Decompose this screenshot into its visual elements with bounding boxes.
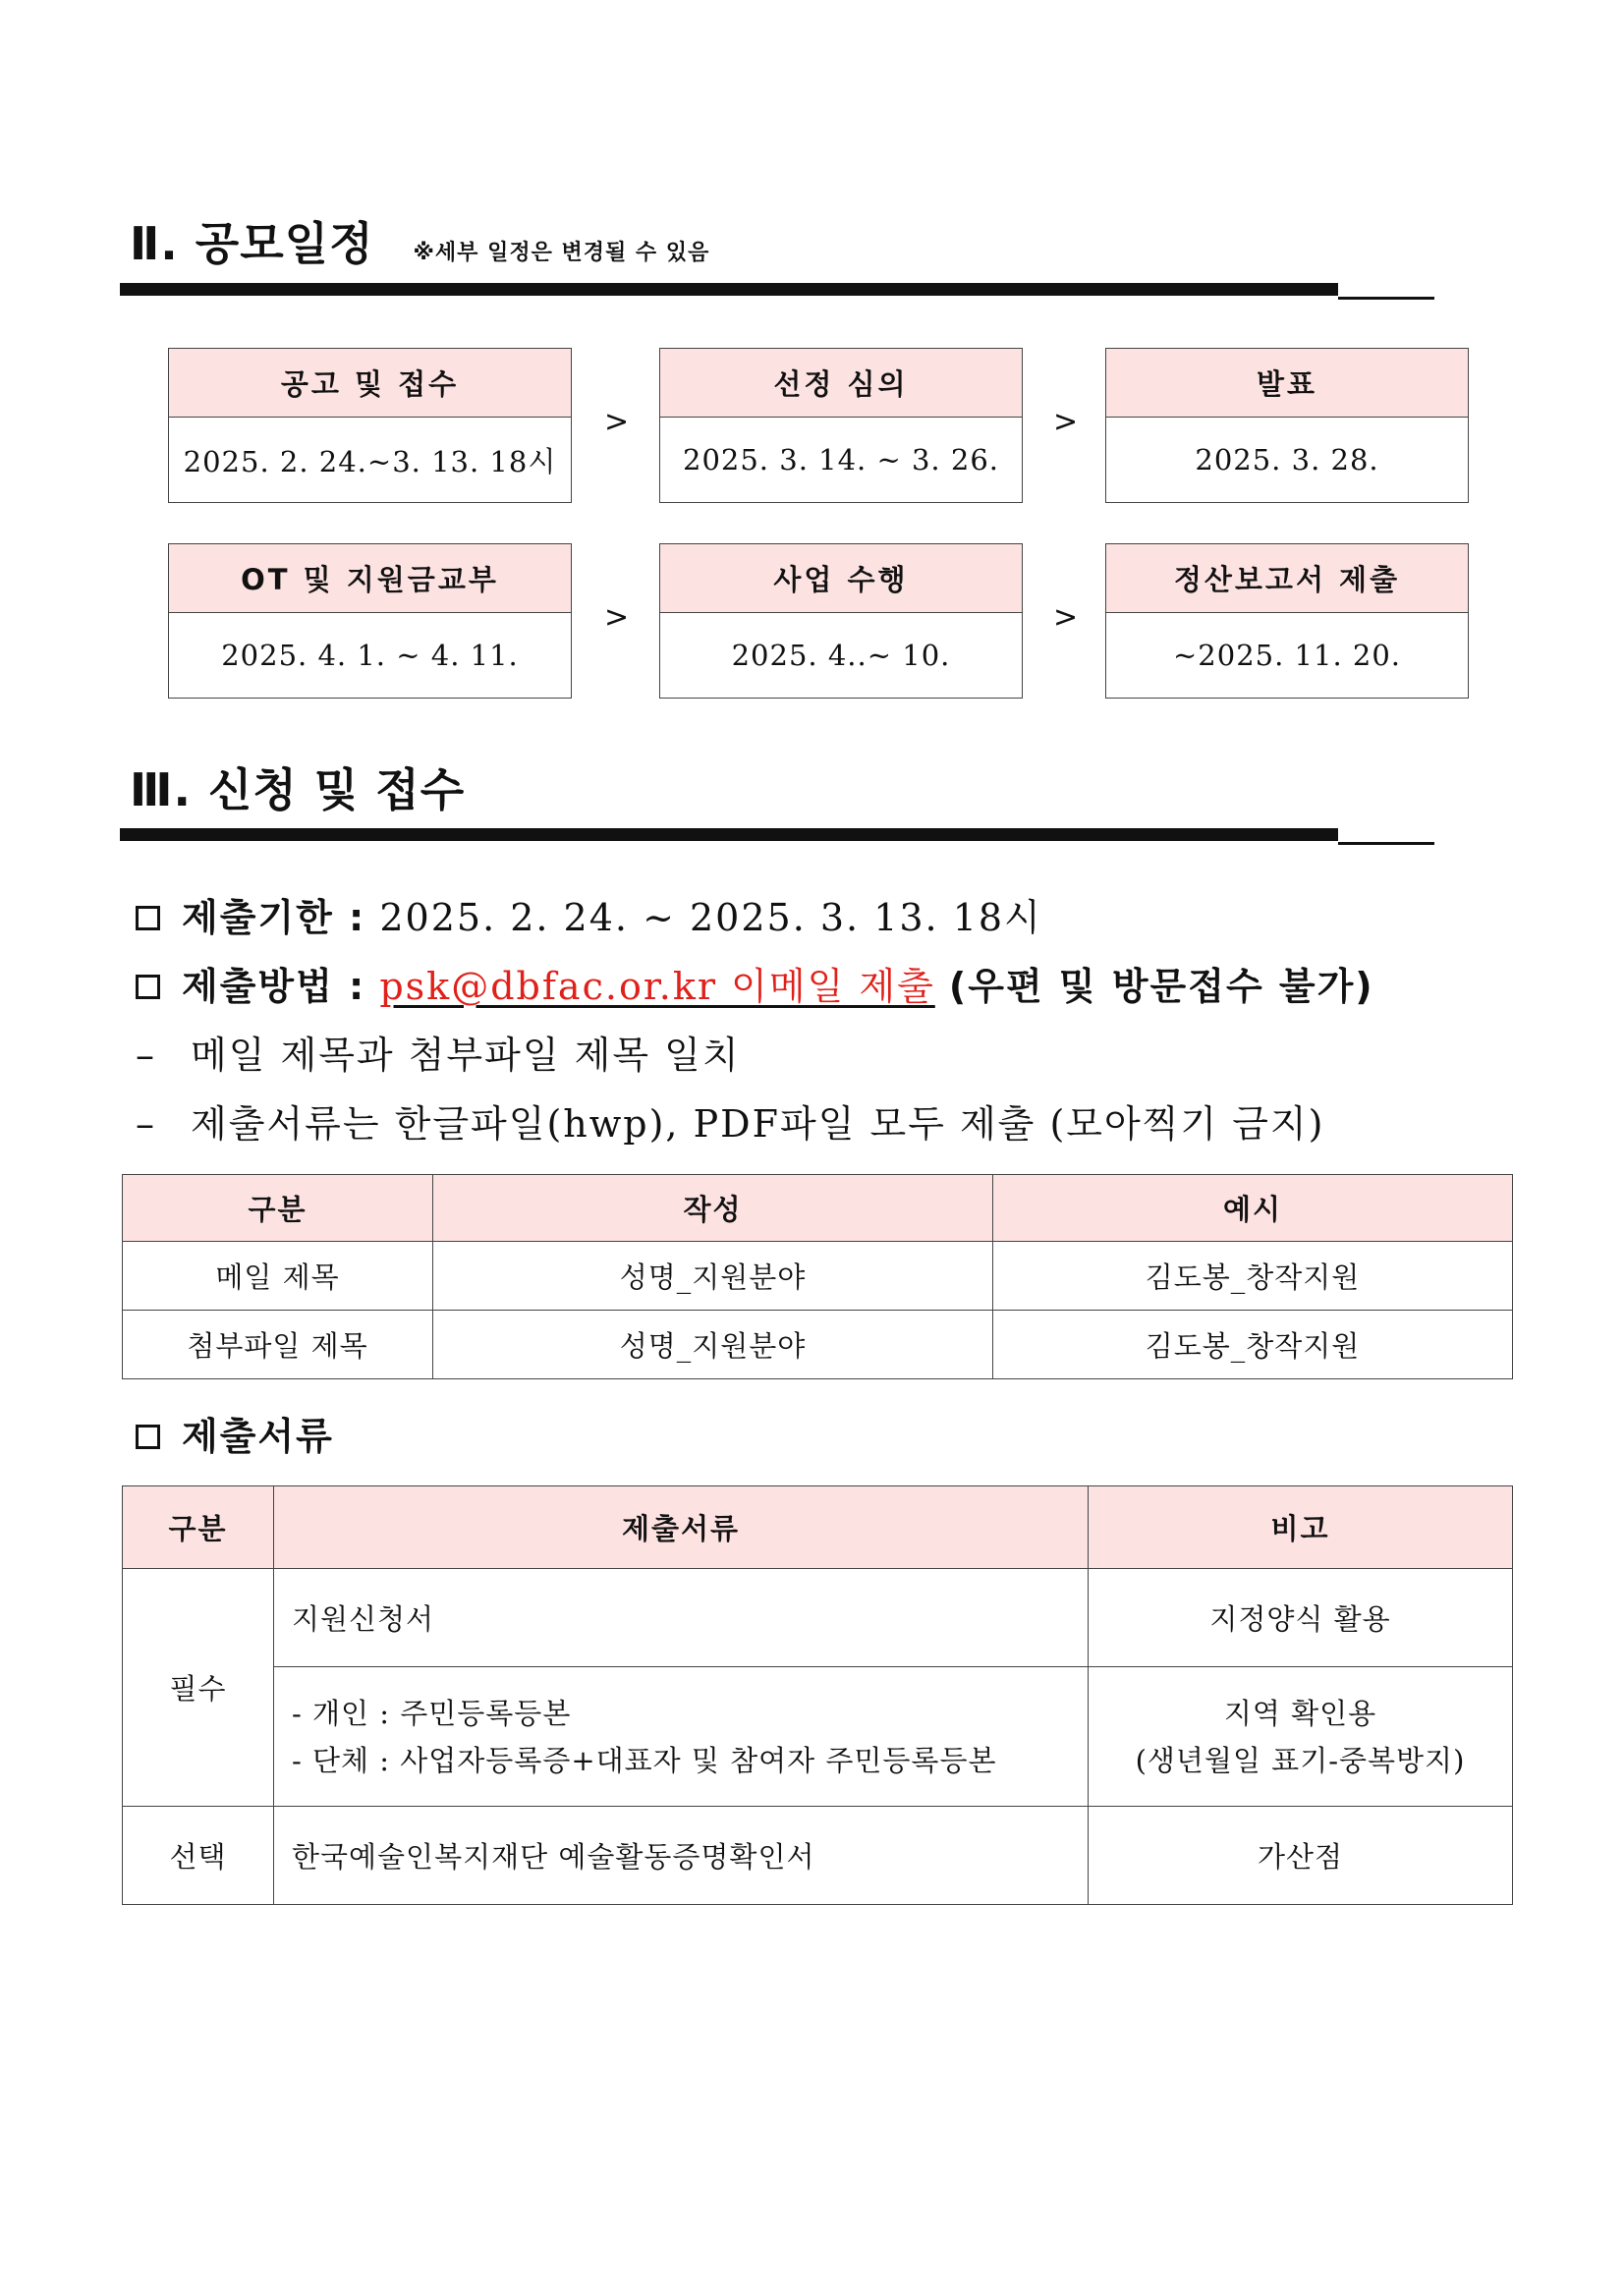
document-cell: 지원신청서 [274, 1569, 1089, 1667]
step-label: 발표 [1106, 349, 1468, 418]
table-cell: 성명_지원분야 [433, 1242, 993, 1311]
step-label: 선정 심의 [660, 349, 1022, 418]
documents-table [122, 1485, 1513, 1905]
category-cell: 필수 [123, 1569, 274, 1807]
schedule-step-3 [1105, 348, 1469, 503]
step-label: 사업 수행 [660, 544, 1022, 613]
section-2-rule [120, 283, 1338, 296]
schedule-step-4 [168, 543, 572, 699]
table-cell: 메일 제목 [123, 1242, 433, 1311]
document-cell: 한국예술인복지재단 예술활동증명확인서 [274, 1807, 1089, 1905]
step-date: ~2025. 11. 20. [1173, 639, 1401, 672]
schedule-step-2 [659, 348, 1023, 503]
arrow-icon: > [1053, 600, 1079, 635]
dash-icon: – [136, 1102, 156, 1146]
table-header: 제출서류 [274, 1486, 1089, 1569]
docs-label: 제출서류 [182, 1415, 334, 1458]
table-cell: 성명_지원분야 [433, 1311, 993, 1379]
naming-table [122, 1174, 1513, 1379]
step-label: 정산보고서 제출 [1106, 544, 1468, 613]
note-line: 지역 확인용 [1223, 1696, 1377, 1730]
note-cell [1089, 1667, 1513, 1807]
method-note: (우편 및 방문접수 불가) [948, 965, 1374, 1008]
table-header: 구분 [123, 1175, 433, 1242]
method-label: 제출방법 : [182, 965, 366, 1008]
checkbox-icon [136, 906, 160, 930]
section-2-heading [130, 208, 709, 273]
table-cell: 김도봉_창작지원 [993, 1242, 1513, 1311]
section-2-rule-tail [1338, 297, 1434, 300]
document-line: - 단체 : 사업자등록증+대표자 및 참여자 주민등록등본 [292, 1743, 997, 1777]
deadline-label: 제출기한 : [182, 896, 366, 939]
category-cell: 선택 [123, 1807, 274, 1905]
schedule-note: ※세부 일정은 변경될 수 있음 [413, 241, 710, 265]
schedule-step-1 [168, 348, 572, 503]
section-3-heading [130, 755, 465, 819]
checkbox-icon [136, 975, 160, 999]
step-date: 2025. 3. 14. ~ 3. 26. [683, 443, 999, 476]
dash-icon: – [136, 1034, 156, 1077]
step-label: 공고 및 접수 [169, 349, 571, 418]
section-2-title: Ⅱ. 공모일정 [130, 217, 374, 270]
step-date: 2025. 2. 24.~3. 13. 18시 [183, 444, 557, 478]
note-cell: 가산점 [1089, 1807, 1513, 1905]
schedule-step-5 [659, 543, 1023, 699]
table-row [123, 1311, 1513, 1379]
table-header-row [123, 1486, 1513, 1569]
table-cell: 첨부파일 제목 [123, 1311, 433, 1379]
email-link[interactable]: psk@dbfac.or.kr 이메일 제출 [379, 965, 935, 1008]
table-row [123, 1807, 1513, 1905]
checkbox-icon [136, 1425, 160, 1449]
table-header: 구분 [123, 1486, 274, 1569]
step-date: 2025. 4. 1. ~ 4. 11. [221, 639, 519, 672]
section-3-rule-tail [1338, 842, 1434, 845]
section-3-rule [120, 828, 1338, 841]
bullet-line-1 [136, 1025, 741, 1079]
section-3-title: Ⅲ. 신청 및 접수 [130, 763, 466, 816]
step-date: 2025. 4..~ 10. [731, 639, 951, 672]
table-cell: 김도봉_창작지원 [993, 1311, 1513, 1379]
document-line: - 개인 : 주민등록등본 [292, 1696, 572, 1730]
deadline-line [136, 887, 1042, 941]
note-line: (생년월일 표기-중복방지) [1135, 1743, 1466, 1777]
table-header: 비고 [1089, 1486, 1513, 1569]
bullet-text: 제출서류는 한글파일(hwp), PDF파일 모두 제출 (모아찍기 금지) [191, 1102, 1325, 1146]
docs-line [136, 1406, 334, 1460]
schedule-step-6 [1105, 543, 1469, 699]
step-date: 2025. 3. 28. [1195, 443, 1379, 476]
deadline-value: 2025. 2. 24. ~ 2025. 3. 13. 18시 [379, 896, 1042, 939]
arrow-icon: > [604, 405, 630, 439]
table-header: 작성 [433, 1175, 993, 1242]
bullet-line-2 [136, 1093, 1324, 1148]
table-row [123, 1569, 1513, 1667]
note-cell: 지정양식 활용 [1089, 1569, 1513, 1667]
table-header: 예시 [993, 1175, 1513, 1242]
table-row [123, 1242, 1513, 1311]
step-label: OT 및 지원금교부 [169, 544, 571, 613]
document-cell [274, 1667, 1089, 1807]
arrow-icon: > [1053, 405, 1079, 439]
arrow-icon: > [604, 600, 630, 635]
bullet-text: 메일 제목과 첨부파일 제목 일치 [191, 1034, 741, 1077]
table-row [123, 1667, 1513, 1807]
table-header-row [123, 1175, 1513, 1242]
method-line [136, 956, 1374, 1010]
